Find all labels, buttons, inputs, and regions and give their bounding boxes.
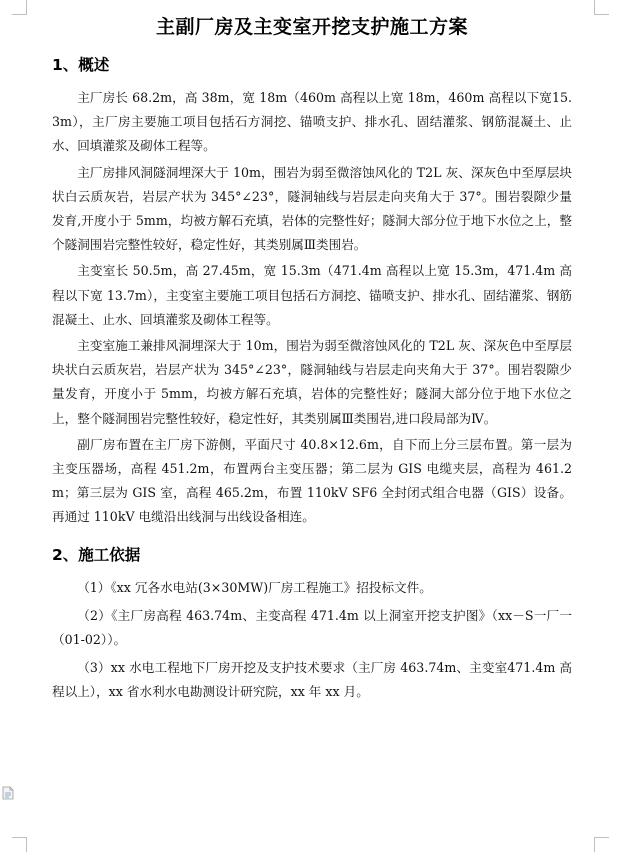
page-corner-mark — [594, 837, 609, 852]
reference-item: （3）xx 水电工程地下厂房开挖及支护技术要求（主厂房 463.74m、主变室471.4m 高程以上），xx 省水利水电勘测设计研究院，xx 年 xx 月。 — [52, 660, 572, 700]
document-body[interactable] — [52, 10, 572, 709]
paragraph: 主厂房长 68.2m，高 38m，宽 18m（460m 高程以上宽 18m，460m 高程以下宽15.3m），主厂房主要施工项目包括石方洞挖、锚喷支护、排水孔、固结灌浆、钢筋混凝土、止水、回填灌浆及砌体工程等。 — [52, 90, 572, 154]
page-corner-mark — [594, 0, 609, 15]
spacer — [52, 532, 572, 538]
section-heading-overview: 1、概述 — [52, 56, 110, 74]
document-icon[interactable] — [2, 786, 14, 800]
section-heading-basis: 2、施工依据 — [52, 545, 141, 564]
paragraph: 副厂房布置在主厂房下游侧，平面尺寸 40.8×12.6m，自下而上分三层布置。第一层为主变压器场，高程 451.2m，布置两台主变压器；第二层为 GIS 电缆夹层，高程为 461.2m；第三层为 GIS 室，高程 465.2m，布置 110kV SF6 全封闭式组合电器（GIS）设备。再通过 110kV 电缆沿出线洞与出线设备相连。 — [52, 436, 572, 525]
reference-item: （2）《主厂房高程 463.74m、主变高程 471.4m 以上洞室开挖支护图》（xx－S一厂一（01-02））。 — [52, 607, 572, 648]
document-title: 主副厂房及主变室开挖支护施工方案 — [155, 16, 468, 38]
paragraph: 主变室施工兼排风洞埋深大于 10m，围岩为弱至微溶蚀风化的 T2L 灰、深灰色中至厚层块状白云质灰岩，岩层产状为 345°∠23°，隧洞轴线与岩层走向夹角大于 37°。围岩裂隙少量发育，开度小于 5mm，均被方解石充填，岩体的完整性好；隧洞大部分位于地下水位之上，整个隧洞围岩完整性较好，稳定性好，其类别属Ⅲ类围岩,进口段局部为Ⅳ。 — [52, 338, 572, 426]
reference-item: （1）《xx 冗各水电站(3×30MW)厂房工程施工》招投标文件。 — [77, 579, 432, 595]
page-corner-mark — [12, 0, 27, 15]
paragraph: 主变室长 50.5m，高 27.45m，宽 15.3m（471.4m 高程以上宽 15.3m，471.4m 高程以下宽 13.7m），主变室主要施工项目包括石方洞挖、锚喷支护、排水孔、固结灌浆、钢筋混凝土、止水、回填灌浆及砌体工程等。 — [52, 263, 572, 327]
paragraph: 主厂房排风洞隧洞埋深大于 10m，围岩为弱至微溶蚀风化的 T2L 灰、深灰色中至厚层块状白云质灰岩，岩层产状为 345°∠23°，隧洞轴线与岩层走向夹角大于 37°。围岩裂隙少量发育,开度小于 5mm，均被方解石充填，岩体的完整性好；隧洞大部分位于地下水位之上，整个隧洞围岩完整性较好，稳定性好，其类别属Ⅲ类围岩。 — [52, 164, 572, 253]
page-corner-mark — [12, 837, 27, 852]
